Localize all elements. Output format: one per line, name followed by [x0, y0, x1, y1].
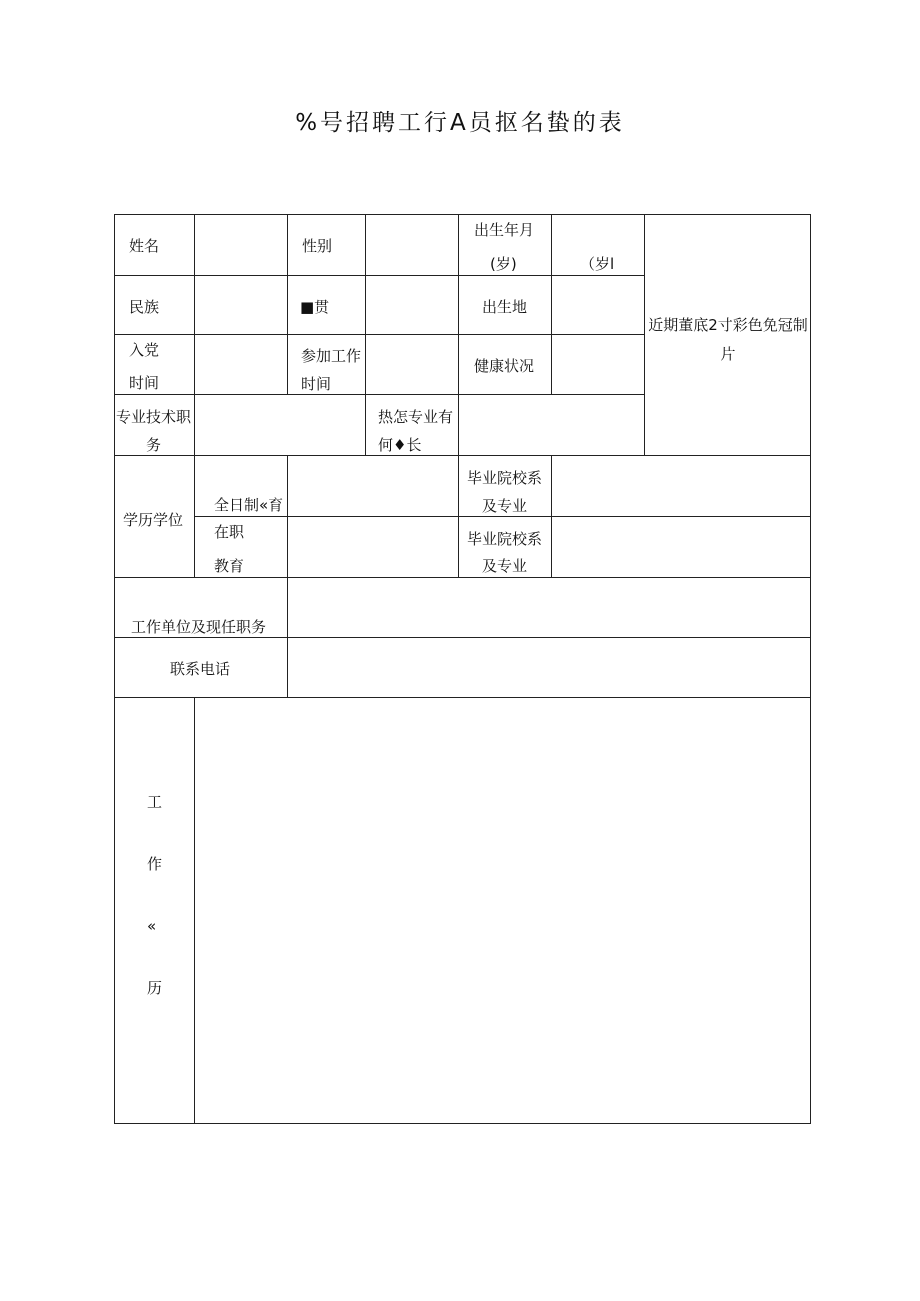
- row-divider: [114, 577, 811, 578]
- gender-label: 性别: [302, 237, 333, 255]
- school-major-label-fulltime: 毕业院校系: [467, 469, 543, 487]
- col-divider: [194, 697, 195, 1124]
- age-value: （岁l: [580, 255, 615, 273]
- col-divider: [458, 214, 459, 577]
- phone-label: 联系电话: [170, 660, 231, 678]
- work-start-label: 参加工作: [301, 347, 362, 365]
- work-history-label-4: 历: [147, 979, 163, 997]
- inservice-education-label: 在职: [214, 523, 245, 541]
- inservice-education-label-cont: 教育: [214, 557, 245, 575]
- table-border-bottom: [114, 1123, 811, 1124]
- tech-title-label: 专业技术职: [116, 408, 192, 426]
- work-history-label-3: «: [147, 917, 157, 935]
- native-place-label: ■贯: [300, 298, 330, 316]
- table-border-top: [114, 214, 811, 215]
- ethnicity-label: 民族: [129, 298, 160, 316]
- birth-date-label-age: (岁): [490, 255, 517, 273]
- tech-title-label-cont: 务: [146, 436, 162, 454]
- work-history-label-1: 工: [147, 793, 163, 811]
- party-join-label: 入党: [129, 341, 160, 359]
- col-divider: [365, 214, 366, 455]
- party-join-label-time: 时间: [129, 374, 160, 392]
- employer-label: 工作单位及现任职务: [131, 618, 267, 636]
- col-divider: [551, 455, 552, 577]
- birthplace-label: 出生地: [482, 298, 528, 316]
- photo-label: 近期董底2寸彩色免冠制: [648, 316, 808, 334]
- row-divider: [114, 637, 811, 638]
- row-divider: [114, 455, 811, 456]
- work-history-label-2: 作: [147, 855, 163, 873]
- school-major-label-fulltime-cont: 及专业: [482, 497, 528, 515]
- birth-date-label: 出生年月: [474, 221, 535, 239]
- specialty-label-cont: 何♦长: [378, 436, 422, 454]
- specialty-label: 热怎专业有: [378, 408, 454, 426]
- col-divider: [194, 214, 195, 577]
- school-major-label-inservice: 毕业院校系: [467, 530, 543, 548]
- page-title: %号招聘工行A员抠名蛰的表: [295, 110, 625, 136]
- school-major-label-inservice-cont: 及专业: [482, 557, 528, 575]
- photo-label-cont: 片: [720, 345, 736, 363]
- education-label: 学历学位: [123, 511, 184, 529]
- table-border-left: [114, 214, 115, 1124]
- name-label: 姓名: [129, 237, 160, 255]
- col-divider: [551, 214, 552, 394]
- work-start-label-time: 时间: [301, 375, 332, 393]
- fulltime-education-label: 全日制«育: [214, 496, 284, 514]
- col-divider: [287, 214, 288, 394]
- health-label: 健康状况: [474, 357, 535, 375]
- col-divider: [287, 455, 288, 697]
- row-divider: [114, 697, 811, 698]
